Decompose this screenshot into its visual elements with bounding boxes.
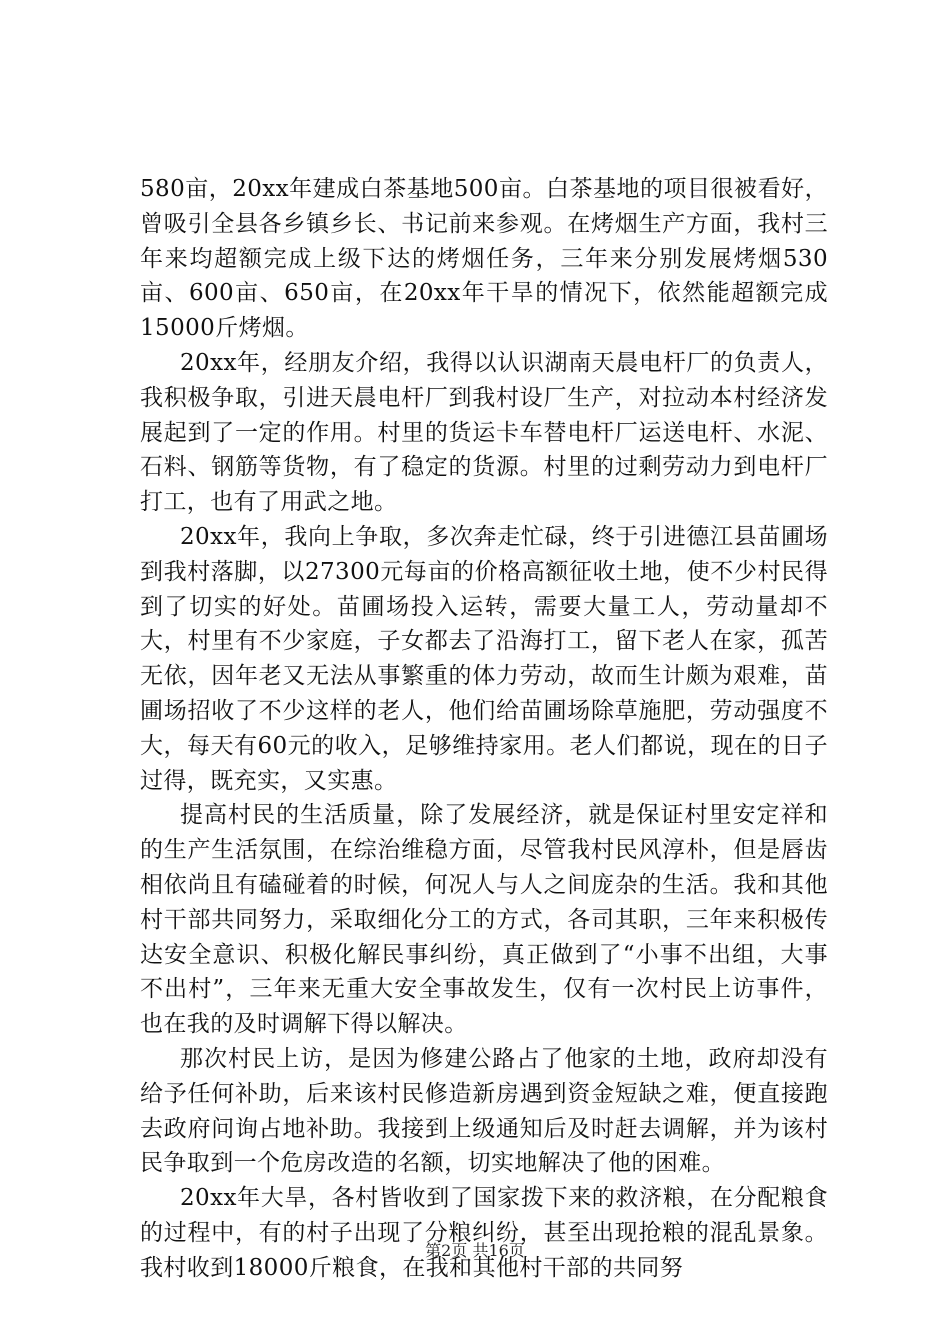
- paragraph-5: 那次村民上访，是因为修建公路占了他家的土地，政府却没有给予任何补助，后来该村民修造新房遇到资金短缺之难，便直接跑去政府问询占地补助。我接到上级通知后及时赶去调解，并为该村民争取到一个危房改造的名额，切实地解决了他的困难。: [140, 1045, 828, 1177]
- document-body: [140, 172, 828, 1286]
- page-number-footer: 第2页 共16页: [425, 1241, 525, 1260]
- paragraph-4: 提高村民的生活质量，除了发展经济，就是保证村里安定祥和的生产生活氛围，在综治维稳方面，尽管我村民风淳朴，但是唇齿相依尚且有磕碰着的时候，何况人与人之间庞杂的生活。我和其他村干部共同努力，采取细化分工的方式，各司其职，三年来积极传达安全意识、积极化解民事纠纷，真正做到了“小事不出组，大事不出村”，三年来无重大安全事故发生，仅有一次村民上访事件，也在我的及时调解下得以解决。: [140, 802, 828, 1038]
- paragraph-1: 580亩，20xx年建成白茶基地500亩。白茶基地的项目很被看好，曾吸引全县各乡镇乡长、书记前来参观。在烤烟生产方面，我村三年来均超额完成上级下达的烤烟任务，三年来分别发展烤烟530亩、600亩、650亩，在20xx年干旱的情况下，依然能超额完成15000斤烤烟。: [140, 176, 828, 342]
- paragraph-2: 20xx年，经朋友介绍，我得以认识湖南天晨电杆厂的负责人，我积极争取，引进天晨电杆厂到我村设厂生产，对拉动本村经济发展起到了一定的作用。村里的货运卡车替电杆厂运送电杆、水泥、石料、钢筋等货物，有了稳定的货源。村里的过剩劳动力到电杆厂打工，也有了用武之地。: [140, 349, 828, 516]
- paragraph-3: 20xx年，我向上争取，多次奔走忙碌，终于引进德江县苗圃场到我村落脚，以27300元每亩的价格高额征收土地，使不少村民得到了切实的好处。苗圃场投入运转，需要大量工人，劳动量却不大，村里有不少家庭，子女都去了沿海打工，留下老人在家，孤苦无依，因年老又无法从事繁重的体力劳动，故而生计颇为艰难，苗圃场招收了不少这样的老人，他们给苗圃场除草施肥，劳动强度不大，每天有60元的收入，足够维持家用。老人们都说，现在的日子过得，既充实，又实惠。: [140, 523, 828, 794]
- paragraph-6: 20xx年大旱，各村皆收到了国家拨下来的救济粮，在分配粮食的过程中，有的村子出现了分粮纠纷，甚至出现抢粮的混乱景象。我村收到18000斤粮食，在我和其他村干部的共同努: [140, 1185, 828, 1281]
